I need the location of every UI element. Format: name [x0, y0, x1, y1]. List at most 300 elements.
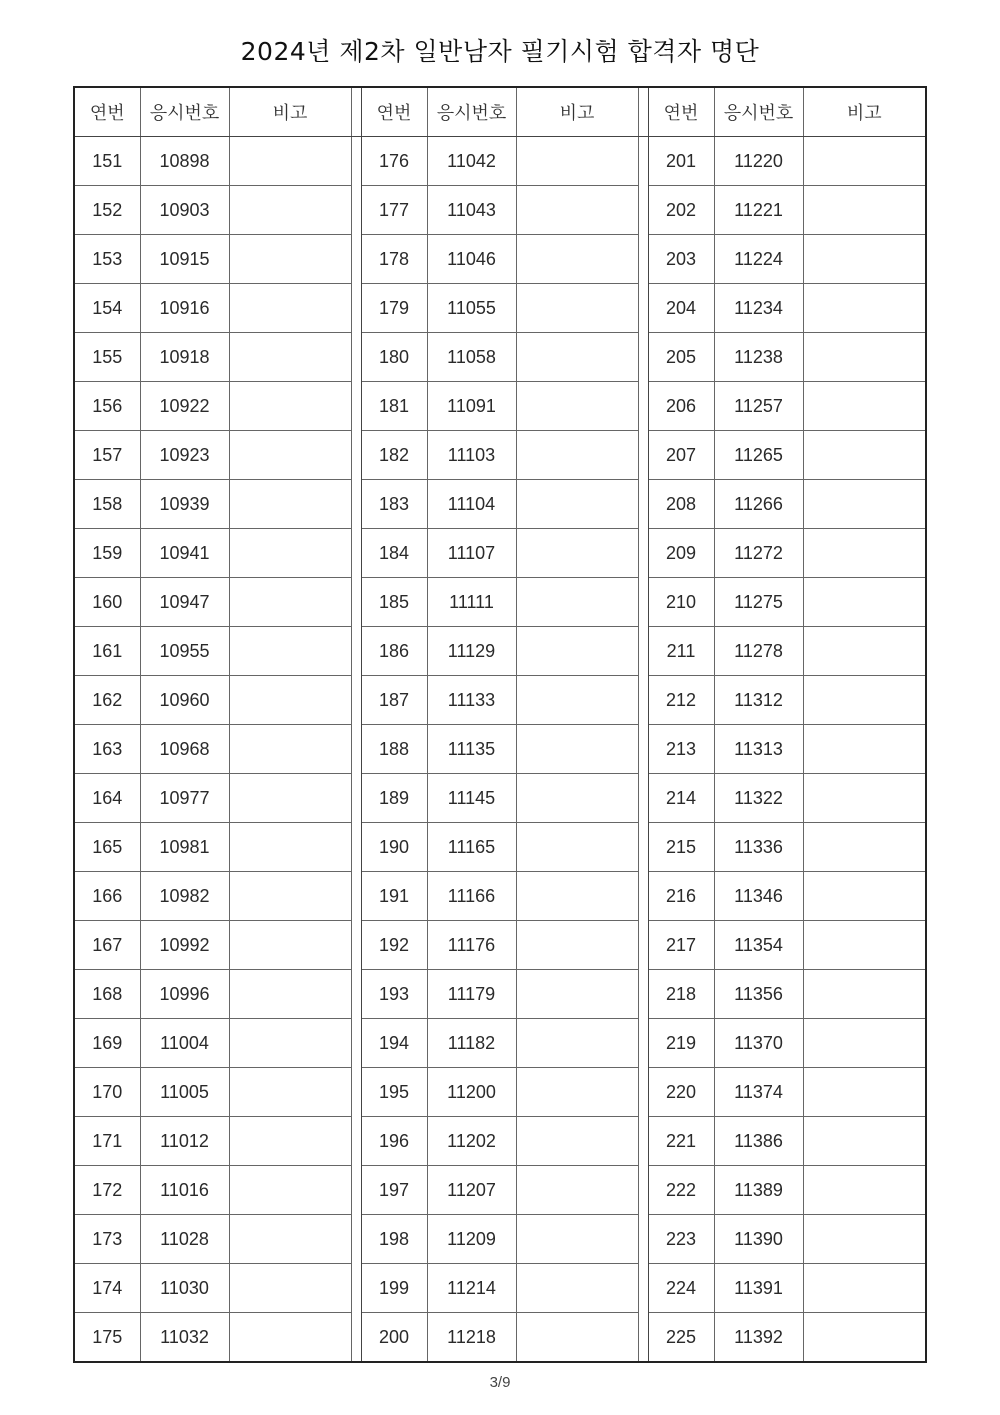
cell-exam-no: 11202	[427, 1117, 516, 1166]
table-row	[74, 186, 926, 235]
column-gap	[351, 1313, 361, 1363]
cell-remarks	[516, 284, 638, 333]
cell-remarks	[516, 235, 638, 284]
cell-exam-no: 11356	[714, 970, 803, 1019]
cell-remarks	[803, 1215, 926, 1264]
cell-remarks	[229, 774, 351, 823]
cell-remarks	[803, 578, 926, 627]
table-row	[74, 823, 926, 872]
cell-exam-no: 11346	[714, 872, 803, 921]
cell-seq: 178	[361, 235, 427, 284]
cell-remarks	[803, 529, 926, 578]
cell-seq: 206	[648, 382, 714, 431]
cell-exam-no: 11107	[427, 529, 516, 578]
cell-exam-no: 11182	[427, 1019, 516, 1068]
cell-seq: 193	[361, 970, 427, 1019]
table-row	[74, 137, 926, 186]
cell-remarks	[803, 235, 926, 284]
cell-remarks	[516, 970, 638, 1019]
cell-remarks	[229, 578, 351, 627]
header-exam-no: 응시번호	[140, 87, 229, 137]
cell-exam-no: 10916	[140, 284, 229, 333]
cell-remarks	[803, 676, 926, 725]
column-gap	[638, 137, 648, 186]
cell-remarks	[516, 774, 638, 823]
cell-seq: 201	[648, 137, 714, 186]
column-gap	[351, 431, 361, 480]
cell-exam-no: 11043	[427, 186, 516, 235]
cell-exam-no: 11391	[714, 1264, 803, 1313]
cell-seq: 171	[74, 1117, 140, 1166]
cell-remarks	[803, 1117, 926, 1166]
header-exam-no: 응시번호	[714, 87, 803, 137]
header-seq: 연번	[361, 87, 427, 137]
cell-remarks	[516, 137, 638, 186]
header-exam-no: 응시번호	[427, 87, 516, 137]
cell-seq: 158	[74, 480, 140, 529]
cell-remarks	[229, 137, 351, 186]
cell-seq: 217	[648, 921, 714, 970]
cell-seq: 199	[361, 1264, 427, 1313]
cell-remarks	[803, 284, 926, 333]
cell-seq: 192	[361, 921, 427, 970]
column-gap	[638, 431, 648, 480]
cell-seq: 195	[361, 1068, 427, 1117]
column-gap	[351, 284, 361, 333]
cell-seq: 173	[74, 1215, 140, 1264]
cell-exam-no: 11224	[714, 235, 803, 284]
cell-remarks	[229, 1313, 351, 1363]
column-gap	[638, 1313, 648, 1363]
cell-remarks	[229, 725, 351, 774]
cell-remarks	[516, 186, 638, 235]
cell-exam-no: 11103	[427, 431, 516, 480]
header-remarks: 비고	[229, 87, 351, 137]
cell-exam-no: 11046	[427, 235, 516, 284]
cell-remarks	[229, 333, 351, 382]
cell-exam-no: 11234	[714, 284, 803, 333]
header-remarks: 비고	[516, 87, 638, 137]
cell-exam-no: 10915	[140, 235, 229, 284]
cell-exam-no: 11055	[427, 284, 516, 333]
cell-remarks	[803, 480, 926, 529]
page-title: 2024년 제2차 일반남자 필기시험 합격자 명단	[240, 37, 760, 66]
cell-seq: 187	[361, 676, 427, 725]
table-row	[74, 774, 926, 823]
cell-seq: 166	[74, 872, 140, 921]
cell-seq: 200	[361, 1313, 427, 1363]
cell-exam-no: 11176	[427, 921, 516, 970]
cell-remarks	[803, 774, 926, 823]
column-gap	[638, 970, 648, 1019]
cell-exam-no: 10898	[140, 137, 229, 186]
table-row	[74, 431, 926, 480]
header-seq: 연번	[74, 87, 140, 137]
cell-exam-no: 10947	[140, 578, 229, 627]
cell-remarks	[516, 627, 638, 676]
cell-remarks	[516, 333, 638, 382]
cell-remarks	[803, 970, 926, 1019]
cell-remarks	[516, 823, 638, 872]
cell-remarks	[516, 480, 638, 529]
cell-exam-no: 11266	[714, 480, 803, 529]
cell-exam-no: 11390	[714, 1215, 803, 1264]
cell-exam-no: 11111	[427, 578, 516, 627]
cell-exam-no: 11012	[140, 1117, 229, 1166]
cell-seq: 179	[361, 284, 427, 333]
column-gap	[638, 872, 648, 921]
column-gap	[351, 627, 361, 676]
cell-seq: 152	[74, 186, 140, 235]
cell-remarks	[229, 284, 351, 333]
cell-remarks	[229, 1166, 351, 1215]
cell-seq: 213	[648, 725, 714, 774]
cell-remarks	[516, 725, 638, 774]
cell-exam-no: 11392	[714, 1313, 803, 1363]
table-row	[74, 284, 926, 333]
column-gap	[638, 1264, 648, 1313]
cell-remarks	[229, 382, 351, 431]
cell-exam-no: 10996	[140, 970, 229, 1019]
table-row	[74, 1068, 926, 1117]
column-gap	[638, 627, 648, 676]
cell-seq: 169	[74, 1019, 140, 1068]
table-row	[74, 676, 926, 725]
cell-remarks	[803, 823, 926, 872]
cell-seq: 174	[74, 1264, 140, 1313]
column-gap	[351, 235, 361, 284]
table-row	[74, 872, 926, 921]
cell-exam-no: 11313	[714, 725, 803, 774]
cell-exam-no: 10923	[140, 431, 229, 480]
table-row	[74, 1117, 926, 1166]
table-row	[74, 725, 926, 774]
cell-seq: 202	[648, 186, 714, 235]
column-gap	[351, 333, 361, 382]
cell-remarks	[803, 1313, 926, 1363]
column-gap	[351, 1117, 361, 1166]
cell-remarks	[516, 1068, 638, 1117]
cell-exam-no: 11005	[140, 1068, 229, 1117]
cell-seq: 180	[361, 333, 427, 382]
cell-exam-no: 11129	[427, 627, 516, 676]
column-gap	[638, 676, 648, 725]
cell-seq: 211	[648, 627, 714, 676]
cell-exam-no: 10992	[140, 921, 229, 970]
column-gap	[351, 186, 361, 235]
cell-seq: 223	[648, 1215, 714, 1264]
table-row	[74, 235, 926, 284]
cell-seq: 197	[361, 1166, 427, 1215]
table-row	[74, 921, 926, 970]
cell-seq: 218	[648, 970, 714, 1019]
cell-exam-no: 10981	[140, 823, 229, 872]
header-seq: 연번	[648, 87, 714, 137]
cell-seq: 159	[74, 529, 140, 578]
column-gap	[638, 235, 648, 284]
cell-seq: 170	[74, 1068, 140, 1117]
cell-remarks	[803, 333, 926, 382]
cell-exam-no: 11104	[427, 480, 516, 529]
cell-seq: 163	[74, 725, 140, 774]
cell-exam-no: 10939	[140, 480, 229, 529]
cell-seq: 225	[648, 1313, 714, 1363]
column-gap	[638, 1068, 648, 1117]
cell-exam-no: 11386	[714, 1117, 803, 1166]
cell-seq: 156	[74, 382, 140, 431]
cell-seq: 188	[361, 725, 427, 774]
cell-seq: 222	[648, 1166, 714, 1215]
column-gap	[351, 529, 361, 578]
table-row	[74, 382, 926, 431]
cell-remarks	[516, 578, 638, 627]
cell-remarks	[516, 529, 638, 578]
column-gap	[638, 1215, 648, 1264]
cell-remarks	[803, 1068, 926, 1117]
cell-exam-no: 11278	[714, 627, 803, 676]
cell-seq: 167	[74, 921, 140, 970]
cell-exam-no: 10977	[140, 774, 229, 823]
cell-exam-no: 11257	[714, 382, 803, 431]
column-gap	[638, 186, 648, 235]
cell-remarks	[229, 823, 351, 872]
column-gap	[638, 774, 648, 823]
cell-seq: 153	[74, 235, 140, 284]
cell-remarks	[516, 676, 638, 725]
table-row	[74, 1215, 926, 1264]
cell-remarks	[229, 1068, 351, 1117]
cell-seq: 154	[74, 284, 140, 333]
cell-exam-no: 11214	[427, 1264, 516, 1313]
cell-seq: 214	[648, 774, 714, 823]
cell-exam-no: 11238	[714, 333, 803, 382]
cell-exam-no: 10982	[140, 872, 229, 921]
cell-seq: 162	[74, 676, 140, 725]
column-gap	[638, 921, 648, 970]
cell-exam-no: 11265	[714, 431, 803, 480]
cell-seq: 208	[648, 480, 714, 529]
column-gap	[351, 921, 361, 970]
cell-exam-no: 11028	[140, 1215, 229, 1264]
cell-exam-no: 11370	[714, 1019, 803, 1068]
cell-remarks	[229, 1264, 351, 1313]
cell-seq: 186	[361, 627, 427, 676]
cell-exam-no: 11209	[427, 1215, 516, 1264]
column-gap	[351, 480, 361, 529]
cell-seq: 172	[74, 1166, 140, 1215]
cell-seq: 168	[74, 970, 140, 1019]
cell-exam-no: 10903	[140, 186, 229, 235]
cell-seq: 185	[361, 578, 427, 627]
cell-remarks	[803, 1019, 926, 1068]
cell-exam-no: 11322	[714, 774, 803, 823]
cell-exam-no: 10922	[140, 382, 229, 431]
cell-remarks	[516, 1019, 638, 1068]
table-row	[74, 529, 926, 578]
cell-seq: 224	[648, 1264, 714, 1313]
column-gap	[351, 1166, 361, 1215]
column-gap	[351, 1264, 361, 1313]
cell-seq: 220	[648, 1068, 714, 1117]
cell-remarks	[803, 1264, 926, 1313]
cell-remarks	[229, 1117, 351, 1166]
column-gap	[351, 823, 361, 872]
table-row	[74, 333, 926, 382]
column-gap	[638, 578, 648, 627]
cell-exam-no: 11165	[427, 823, 516, 872]
cell-remarks	[229, 529, 351, 578]
cell-exam-no: 11032	[140, 1313, 229, 1363]
passer-table	[73, 86, 927, 1363]
column-gap	[351, 382, 361, 431]
cell-remarks	[516, 1264, 638, 1313]
cell-exam-no: 11091	[427, 382, 516, 431]
cell-remarks	[229, 235, 351, 284]
cell-remarks	[516, 382, 638, 431]
column-gap	[351, 1215, 361, 1264]
cell-remarks	[516, 431, 638, 480]
cell-exam-no: 11207	[427, 1166, 516, 1215]
table-row	[74, 1313, 926, 1363]
cell-remarks	[516, 1313, 638, 1363]
cell-seq: 205	[648, 333, 714, 382]
cell-seq: 221	[648, 1117, 714, 1166]
cell-exam-no: 11042	[427, 137, 516, 186]
cell-remarks	[803, 725, 926, 774]
column-gap	[638, 333, 648, 382]
column-gap	[638, 382, 648, 431]
cell-exam-no: 11374	[714, 1068, 803, 1117]
cell-remarks	[516, 1215, 638, 1264]
cell-exam-no: 11220	[714, 137, 803, 186]
table-row	[74, 627, 926, 676]
cell-exam-no: 10955	[140, 627, 229, 676]
cell-exam-no: 11218	[427, 1313, 516, 1363]
cell-remarks	[229, 186, 351, 235]
cell-seq: 216	[648, 872, 714, 921]
cell-exam-no: 11058	[427, 333, 516, 382]
cell-remarks	[803, 431, 926, 480]
column-gap	[638, 480, 648, 529]
column-gap	[351, 970, 361, 1019]
column-gap	[351, 676, 361, 725]
table-header-row	[74, 87, 926, 137]
column-gap	[351, 1019, 361, 1068]
cell-exam-no: 11272	[714, 529, 803, 578]
cell-seq: 207	[648, 431, 714, 480]
cell-seq: 210	[648, 578, 714, 627]
cell-remarks	[229, 480, 351, 529]
cell-exam-no: 10941	[140, 529, 229, 578]
cell-remarks	[229, 872, 351, 921]
column-gap	[351, 87, 361, 137]
cell-seq: 182	[361, 431, 427, 480]
cell-remarks	[516, 921, 638, 970]
cell-seq: 215	[648, 823, 714, 872]
cell-exam-no: 11221	[714, 186, 803, 235]
cell-remarks	[229, 676, 351, 725]
table-row	[74, 1019, 926, 1068]
cell-seq: 164	[74, 774, 140, 823]
table-row	[74, 1264, 926, 1313]
cell-seq: 196	[361, 1117, 427, 1166]
cell-exam-no: 10968	[140, 725, 229, 774]
cell-exam-no: 11275	[714, 578, 803, 627]
cell-remarks	[516, 1166, 638, 1215]
cell-seq: 191	[361, 872, 427, 921]
cell-exam-no: 11135	[427, 725, 516, 774]
cell-seq: 194	[361, 1019, 427, 1068]
cell-seq: 190	[361, 823, 427, 872]
column-gap	[638, 725, 648, 774]
cell-seq: 161	[74, 627, 140, 676]
cell-exam-no: 11030	[140, 1264, 229, 1313]
cell-exam-no: 11312	[714, 676, 803, 725]
cell-exam-no: 11133	[427, 676, 516, 725]
table-row	[74, 1166, 926, 1215]
cell-remarks	[229, 921, 351, 970]
cell-seq: 177	[361, 186, 427, 235]
cell-seq: 203	[648, 235, 714, 284]
cell-seq: 183	[361, 480, 427, 529]
cell-remarks	[803, 382, 926, 431]
cell-remarks	[516, 1117, 638, 1166]
column-gap	[638, 823, 648, 872]
cell-exam-no: 10960	[140, 676, 229, 725]
cell-exam-no: 11145	[427, 774, 516, 823]
cell-seq: 155	[74, 333, 140, 382]
table-row	[74, 480, 926, 529]
header-remarks: 비고	[803, 87, 926, 137]
cell-remarks	[803, 186, 926, 235]
cell-remarks	[229, 1019, 351, 1068]
cell-seq: 160	[74, 578, 140, 627]
cell-seq: 204	[648, 284, 714, 333]
cell-exam-no: 11354	[714, 921, 803, 970]
cell-remarks	[803, 1166, 926, 1215]
cell-seq: 198	[361, 1215, 427, 1264]
cell-seq: 157	[74, 431, 140, 480]
column-gap	[638, 87, 648, 137]
cell-exam-no: 11389	[714, 1166, 803, 1215]
table-row	[74, 970, 926, 1019]
column-gap	[638, 1117, 648, 1166]
column-gap	[351, 1068, 361, 1117]
cell-exam-no: 11336	[714, 823, 803, 872]
cell-exam-no: 11200	[427, 1068, 516, 1117]
cell-exam-no: 11004	[140, 1019, 229, 1068]
column-gap	[638, 529, 648, 578]
cell-seq: 209	[648, 529, 714, 578]
table-row	[74, 578, 926, 627]
cell-exam-no: 11179	[427, 970, 516, 1019]
column-gap	[351, 137, 361, 186]
cell-seq: 165	[74, 823, 140, 872]
cell-seq: 212	[648, 676, 714, 725]
page-number: 3/9	[489, 1374, 511, 1391]
column-gap	[351, 578, 361, 627]
table-body	[74, 87, 926, 1362]
cell-seq: 151	[74, 137, 140, 186]
cell-remarks	[229, 431, 351, 480]
cell-remarks	[803, 921, 926, 970]
column-gap	[638, 284, 648, 333]
cell-exam-no: 11166	[427, 872, 516, 921]
cell-remarks	[803, 627, 926, 676]
column-gap	[638, 1019, 648, 1068]
cell-remarks	[516, 872, 638, 921]
column-gap	[351, 872, 361, 921]
